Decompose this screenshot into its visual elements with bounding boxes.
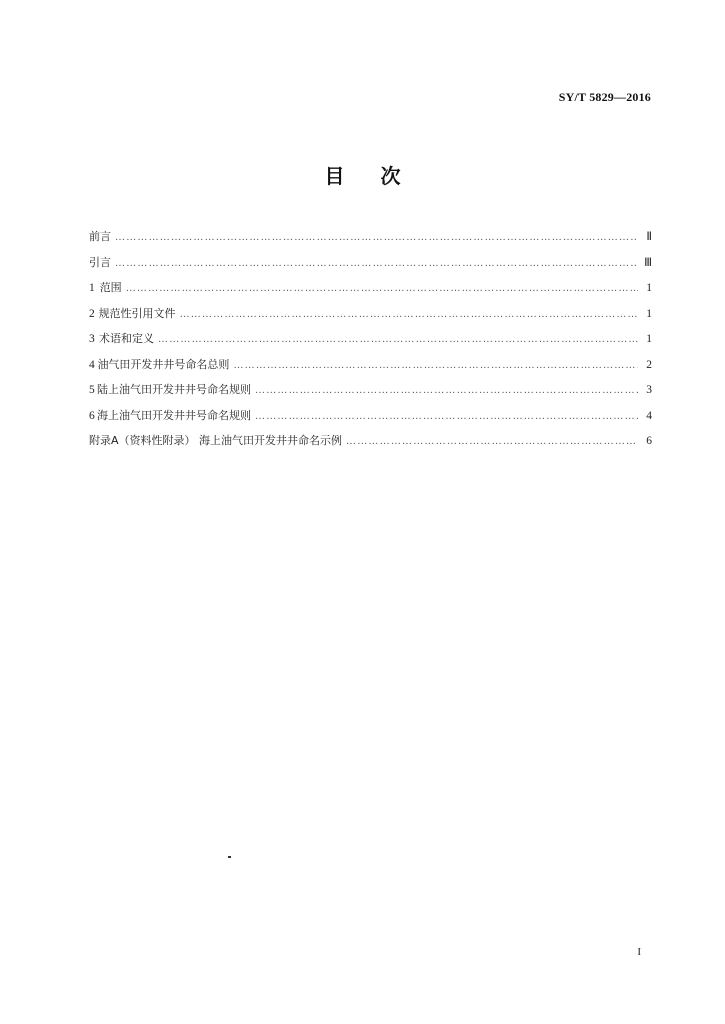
toc-entry[interactable] xyxy=(89,381,652,407)
toc-entry[interactable] xyxy=(89,356,652,382)
toc-entry-label: 附录A（资料性附录） 海上油气田开发井井命名示例 xyxy=(89,434,343,447)
toc-entry-page: 1 xyxy=(646,282,652,294)
toc-entry-number: 6 xyxy=(89,409,95,422)
toc-leader-dots xyxy=(255,385,638,396)
toc-entry-label: 油气田开发井井号命名总则 xyxy=(97,357,230,371)
page-number: I xyxy=(637,946,641,958)
toc-entry-page: 3 xyxy=(646,384,652,396)
toc-entry-page: 1 xyxy=(646,333,652,345)
toc-entry[interactable] xyxy=(89,305,652,331)
toc-entry-label: 规范性引用文件 xyxy=(98,306,176,320)
toc-entry-label: 范围 xyxy=(99,281,122,294)
toc-entry-number: 5 xyxy=(89,384,95,396)
toc-title-char: 目 xyxy=(324,164,345,188)
toc-entry-page: 1 xyxy=(646,307,652,320)
toc-leader-dots xyxy=(233,360,638,371)
toc-entry-page: Ⅱ xyxy=(646,231,652,243)
toc-entry-page: 6 xyxy=(646,435,652,447)
toc-entry[interactable] xyxy=(89,228,652,254)
toc-list xyxy=(89,228,652,458)
toc-leader-dots xyxy=(115,232,638,243)
toc-entry-number: 1 xyxy=(89,282,95,294)
toc-entry-page: 2 xyxy=(646,358,652,371)
toc-title-char: 次 xyxy=(380,164,401,188)
toc-title xyxy=(0,160,725,189)
toc-entry-label: 陆上油气田开发井井号命名规则 xyxy=(97,383,251,396)
toc-entry-label: 前言 xyxy=(89,230,111,243)
toc-entry-number: 3 xyxy=(89,333,95,345)
toc-entry-number: 2 xyxy=(89,307,95,320)
toc-entry[interactable] xyxy=(89,330,652,356)
toc-leader-dots xyxy=(180,309,638,320)
toc-entry[interactable] xyxy=(89,279,652,305)
toc-entry[interactable] xyxy=(89,407,652,433)
toc-leader-dots xyxy=(158,334,638,345)
toc-entry-page: Ⅲ xyxy=(644,256,652,269)
toc-entry-label: 术语和定义 xyxy=(99,332,155,345)
toc-entry[interactable] xyxy=(89,432,652,458)
toc-entry-number: 4 xyxy=(89,358,95,371)
scan-speck xyxy=(228,856,231,858)
toc-entry-label: 引言 xyxy=(89,255,111,269)
toc-entry-label: 海上油气田开发井井号命名规则 xyxy=(97,408,251,422)
toc-leader-dots xyxy=(115,258,638,269)
toc-leader-dots xyxy=(346,436,638,447)
toc-leader-dots xyxy=(255,411,638,422)
standard-code: SY/T 5829—2016 xyxy=(558,90,651,104)
toc-entry-page: 4 xyxy=(646,409,652,422)
toc-leader-dots xyxy=(126,283,638,294)
toc-entry[interactable] xyxy=(89,254,652,280)
